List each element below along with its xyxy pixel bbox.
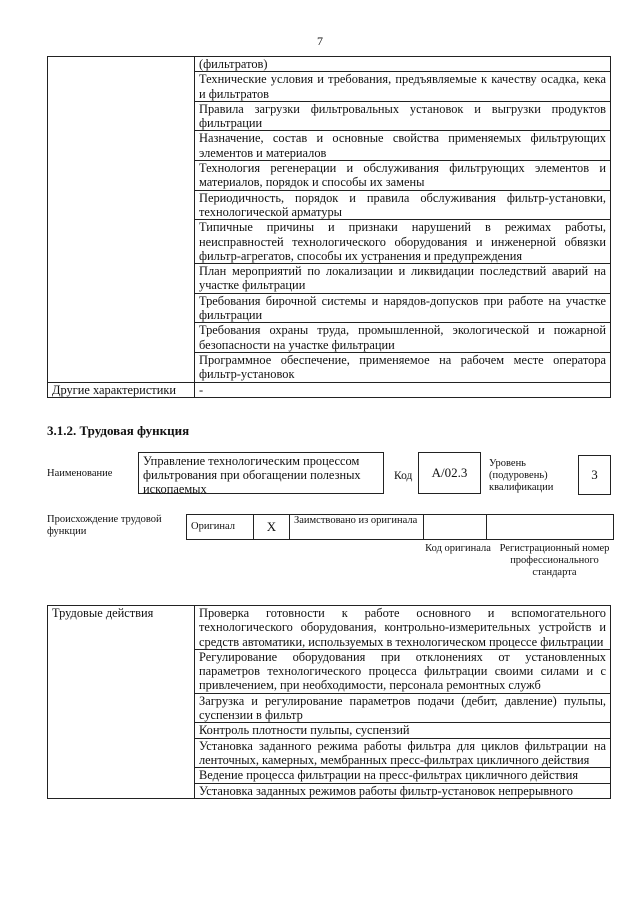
table-cell: Периодичность, порядок и правила обслуживания фильтр-установки, технологической арматуры — [195, 190, 611, 220]
table-cell: Требования бирочной системы и нарядов-допусков при работе на участке фильтрации — [195, 293, 611, 323]
knowledge-table — [47, 56, 611, 398]
table-cell: - — [195, 382, 611, 397]
code-cell — [424, 515, 487, 540]
table-cell: Ведение процесса фильтрации на пресс-фильтрах цикличного действия — [195, 768, 611, 783]
original-mark: X — [254, 515, 290, 540]
reg-number-cell — [487, 515, 614, 540]
table-cell: Регулирование оборудования при отклонениях от установленных параметров технологического процесса фильтрации своими силами и с привлечением, при необходимости, персонала ремонтных служб — [195, 649, 611, 693]
table-cell: Типичные причины и признаки нарушений в режимах работы, неисправностей технологического оборудования и инженерной обвязки фильтр-агрегатов, способы их устранения и предупреждения — [195, 220, 611, 264]
table-row — [48, 57, 611, 72]
code-label: Код — [394, 470, 413, 482]
origin-table — [186, 514, 614, 540]
table-cell: Программное обеспечение, применяемое на рабочем месте оператора фильтр-установок — [195, 352, 611, 382]
function-code: A/02.3 — [418, 452, 481, 494]
level-label: Уровень (подуровень) квалификации — [489, 458, 554, 493]
actions-label: Трудовые действия — [48, 606, 195, 799]
table-row — [187, 515, 614, 540]
name-label: Наименование — [47, 468, 113, 479]
code-caption: Код оригинала — [425, 543, 491, 554]
table-cell: Загрузка и регулирование параметров подачи (дебит, давление) пульпы, суспензии в фильтр — [195, 693, 611, 723]
table-cell: Технология регенерации и обслуживания фильтрующих элементов и материалов, порядок и способы их замены — [195, 161, 611, 191]
table-cell: Проверка готовности к работе основного и вспомогательного технологического оборудования, контрольно-измерительных устройств и средств автоматики, используемых в технологическом процессе фильтрации — [195, 606, 611, 650]
row-label — [48, 57, 195, 383]
qualification-level: 3 — [578, 455, 611, 495]
actions-table — [47, 605, 611, 799]
original-cell: Оригинал — [187, 515, 254, 540]
origin-label: Происхождение трудовой функции — [47, 514, 162, 537]
table-row — [48, 382, 611, 397]
reg-caption: Регистрационный номер профессионального стандарта — [499, 543, 610, 578]
table-cell: Контроль плотности пульпы, суспензий — [195, 723, 611, 738]
table-cell: Назначение, состав и основные свойства применяемых фильтрующих элементов и материалов — [195, 131, 611, 161]
table-cell: Технические условия и требования, предъявляемые к качеству осадка, кека и фильтратов — [195, 72, 611, 102]
table-cell: Требования охраны труда, промышленной, экологической и пожарной безопасности на участке фильтрации — [195, 323, 611, 353]
page-number: 7 — [317, 34, 323, 48]
table-cell: Установка заданного режима работы фильтра для циклов фильтрации на ленточных, камерных, мембранных пресс-фильтрах цикличного действия — [195, 738, 611, 768]
section-heading: 3.1.2. Трудовая функция — [47, 423, 190, 438]
table-cell: Установка заданных режимов работы фильтр-установок непрерывного — [195, 783, 611, 798]
table-row — [48, 606, 611, 650]
function-name: Управление технологическим процессом фильтрования при обогащении полезных ископаемых — [138, 452, 384, 494]
table-cell: (фильтратов) — [195, 57, 611, 72]
table-cell: Правила загрузки фильтровальных установок и выгрузки продуктов фильтрации — [195, 101, 611, 131]
table-cell: План мероприятий по локализации и ликвидации последствий аварий на участке фильтрации — [195, 264, 611, 294]
borrowed-cell: Заимствовано из оригинала — [290, 515, 424, 540]
row-label: Другие характеристики — [48, 382, 195, 397]
